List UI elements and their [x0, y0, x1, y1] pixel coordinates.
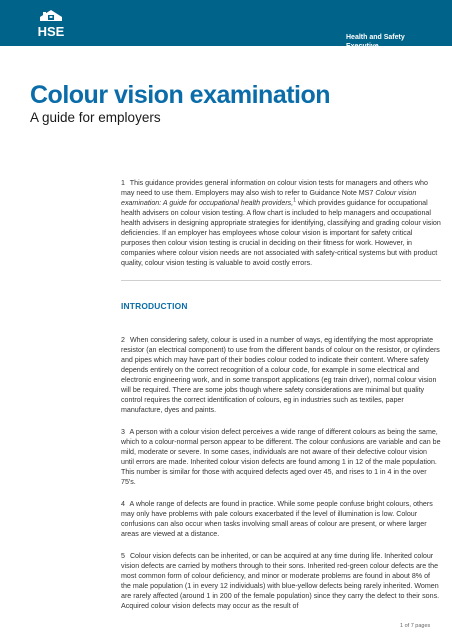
- page-subtitle: A guide for employers: [30, 110, 161, 125]
- footnote-ref: 1: [293, 197, 296, 204]
- paragraph-4: [121, 499, 441, 539]
- paragraph-number: 4: [121, 500, 125, 508]
- paragraph-text: A person with a colour vision defect perceives a wide range of different colours as being the same, which to a colour-normal person appear to be different. The colour confusions are variable and can be mild, moderate or severe. In some cases, individuals are not aware of their defective colour vision until errors are made. Inherited colour vision defects are found among 1 in 12 of the male population. This number is similar for those with acquired defects aged over 45, and rises to 1 in 4 in the over 75's.: [121, 428, 441, 486]
- org-line-1: Health and Safety: [346, 34, 405, 41]
- paragraph-1: [121, 178, 441, 268]
- section-divider: [121, 280, 441, 281]
- paragraph-number: 5: [121, 552, 125, 560]
- paragraph-text: Colour vision defects can be inherited, or can be acquired at any time during life. Inherited colour vision defects are carried by mothers through to their sons. Inherited red-green colour defects are the most common form of colour deficiency, and minor or moderate problems are found in about 8% of the male population (1 in every 12 individuals) with blue-yellow defects being rarely inherited. Women are rarely affected (around 1 in 200 of the female population) since they carry the defect to their sons. Acquired colour vision defects may occur as the result of: [121, 552, 440, 610]
- paragraph-3: [121, 427, 441, 487]
- paragraph-number: 1: [121, 179, 125, 187]
- page-number: 1 of 7 pages: [400, 623, 431, 629]
- header-bar: [0, 0, 452, 50]
- organisation-name: [346, 33, 446, 51]
- hse-logo-icon: [36, 8, 66, 40]
- org-line-2: Executive: [346, 43, 379, 50]
- paragraph-text: A whole range of defects are found in practice. While some people confuse bright colours, others may only have problems with pale colours exacerbated if the level of illumination is low. Colour confusions can also occur when tasks involving small areas of colour are present, or where larger areas are viewed at a distance.: [121, 500, 433, 538]
- logo-text: HSE: [37, 24, 65, 39]
- page-title: Colour vision examination: [30, 81, 331, 109]
- citation: Colour vision examination: A guide for occupational health providers,: [121, 189, 417, 207]
- paragraph-number: 3: [121, 428, 125, 436]
- paragraph-text: which provides guidance for occupational health advisers on colour vision testing. A flow chart is included to help managers and occupational health advisers in designing appropriate strategies for identifying, classifying and grading colour vision deficiencies. If an employer has employees whose colour vision is important for safety critical purposes then colour vision testing is crucial in deciding on their fitness for work. However, in companies where colour vision needs are not associated with safety-critical systems but with product quality, colour vision testing is valuable to avoid costly errors.: [121, 199, 441, 267]
- paragraph-2: [121, 335, 441, 415]
- paragraph-number: 2: [121, 336, 125, 344]
- document-body: [121, 178, 441, 623]
- section-heading-introduction: INTRODUCTION: [121, 301, 188, 311]
- paragraph-text: This guidance provides general information on colour vision tests for managers and others who may need to use them. Employers may also wish to refer to Guidance Note MS7: [121, 179, 428, 197]
- paragraph-5: [121, 551, 441, 611]
- paragraph-text: When considering safety, colour is used in a number of ways, eg identifying the most appropriate resistor (an electrical component) to use from the different bands of colour on the resistor, or cylinders and pipes which may have part of their bodies colour coded to indicate their content. Where safety depends entirely on the correct recognition of a colour code, for example in some electrical and electronic engineering work, and in some transport applications (eg train driver), normal colour vision will be required. There are some jobs though where safety considerations are minimal but quality control requires the correct identification of colours, eg in industries such as textiles, paper manufacture, dyes and paints.: [121, 336, 440, 414]
